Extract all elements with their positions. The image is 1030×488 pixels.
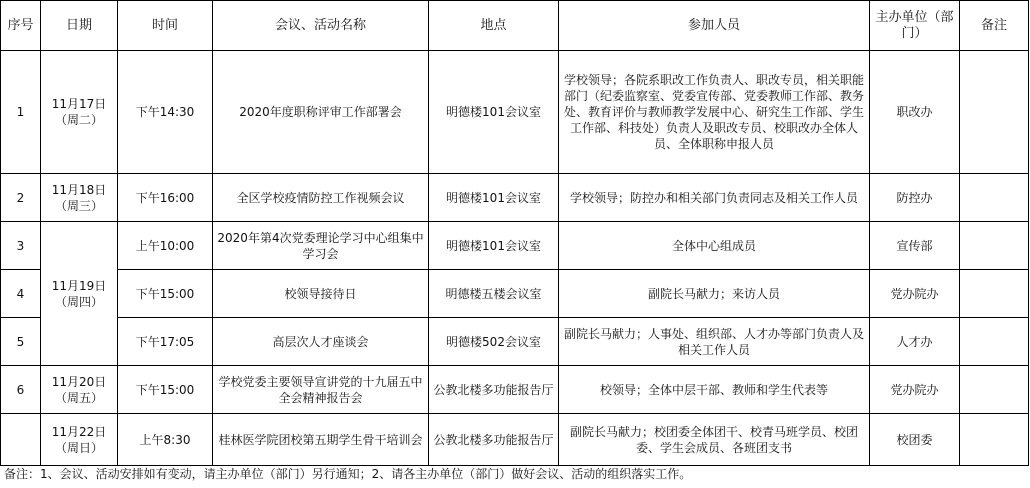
header-place: 地点	[429, 1, 559, 51]
cell-no	[1, 414, 41, 466]
cell-date	[41, 174, 118, 222]
cell-name: 高层次人才座谈会	[213, 318, 429, 366]
cell-place: 明德楼五楼会议室	[429, 270, 559, 318]
table-row	[1, 414, 1029, 466]
cell-note	[960, 51, 1029, 174]
cell-people: 校领导；全体中层干部、教师和学生代表等	[559, 366, 870, 414]
date-weekday: （周三）	[54, 198, 103, 213]
cell-no: 3	[1, 222, 41, 270]
cell-people: 学校领导；各院系职改工作负责人、职改专员，相关职能部门（纪委监察室、党委宣传部、党委教师工作部、教务处、教育评价与教师教学发展中心、研究生工作部、学生工作部、科技处）负责人及职改专员、校职改办全体人员、全体职称申报人员	[559, 51, 870, 174]
date-weekday: （周日）	[54, 440, 103, 455]
date-day: 11月17日	[51, 97, 107, 111]
cell-people: 副院长马献力；来访人员	[559, 270, 870, 318]
cell-time: 下午15:00	[118, 366, 213, 414]
header-name: 会议、活动名称	[213, 1, 429, 51]
cell-place: 明德楼101会议室	[429, 222, 559, 270]
cell-date	[41, 51, 118, 174]
cell-org: 校团委	[870, 414, 960, 466]
date-weekday: （周四）	[54, 294, 103, 309]
cell-no: 6	[1, 366, 41, 414]
cell-place: 公教北楼多功能报告厅	[429, 366, 559, 414]
cell-place: 明德楼101会议室	[429, 51, 559, 174]
table-row	[1, 318, 1029, 366]
cell-note	[960, 174, 1029, 222]
table-row	[1, 51, 1029, 174]
header-row	[1, 1, 1029, 51]
cell-name: 学校党委主要领导宣讲党的十九届五中全会精神报告会	[213, 366, 429, 414]
cell-name: 桂林医学院团校第五期学生骨干培训会	[213, 414, 429, 466]
cell-time: 上午10:00	[118, 222, 213, 270]
table-row	[1, 270, 1029, 318]
cell-note	[960, 366, 1029, 414]
cell-time: 上午8:30	[118, 414, 213, 466]
date-day: 11月19日	[51, 278, 107, 293]
cell-name: 2020年第4次党委理论学习中心组集中学习会	[213, 222, 429, 270]
table-row	[1, 222, 1029, 270]
cell-people: 副院长马献力；校团委全体团干、校青马班学员、校团委、学生会成员、各班团支书	[559, 414, 870, 466]
cell-no: 5	[1, 318, 41, 366]
cell-place: 明德楼502会议室	[429, 318, 559, 366]
cell-name: 全区学校疫情防控工作视频会议	[213, 174, 429, 222]
cell-org: 宣传部	[870, 222, 960, 270]
cell-people: 副院长马献力；人事处、组织部、人才办等部门负责人及相关工作人员	[559, 318, 870, 366]
header-people: 参加人员	[559, 1, 870, 51]
cell-org: 党办院办	[870, 366, 960, 414]
cell-org: 人才办	[870, 318, 960, 366]
cell-place: 明德楼101会议室	[429, 174, 559, 222]
header-note: 备注	[960, 1, 1029, 51]
cell-place: 公教北楼多功能报告厅	[429, 414, 559, 466]
cell-date	[41, 222, 118, 366]
cell-org: 职改办	[870, 51, 960, 174]
date-weekday: （周五）	[54, 390, 103, 405]
cell-note	[960, 414, 1029, 466]
table-row	[1, 366, 1029, 414]
header-time: 时间	[118, 1, 213, 51]
cell-note	[960, 270, 1029, 318]
date-weekday: （周二）	[54, 113, 103, 127]
table-row	[1, 174, 1029, 222]
date-day: 11月18日	[51, 182, 107, 197]
date-day: 11月20日	[51, 374, 107, 389]
cell-time: 下午15:00	[118, 270, 213, 318]
cell-no: 4	[1, 270, 41, 318]
cell-time: 下午14:30	[118, 51, 213, 174]
cell-no: 1	[1, 51, 41, 174]
footer-note: 备注：1、会议、活动安排如有变动，请主办单位（部门）另行通知；2、请各主办单位（部门）做好会议、活动的组织落实工作。	[4, 467, 692, 481]
cell-time: 下午16:00	[118, 174, 213, 222]
cell-org: 党办院办	[870, 270, 960, 318]
cell-people: 学校领导；防控办和相关部门负责同志及相关工作人员	[559, 174, 870, 222]
cell-no: 2	[1, 174, 41, 222]
cell-time: 下午17:05	[118, 318, 213, 366]
cell-org: 防控办	[870, 174, 960, 222]
cell-date	[41, 366, 118, 414]
cell-name: 2020年度职称评审工作部署会	[213, 51, 429, 174]
header-date: 日期	[41, 1, 118, 51]
cell-people: 全体中心组成员	[559, 222, 870, 270]
date-day: 11月22日	[51, 424, 107, 439]
header-org: 主办单位（部门）	[870, 1, 960, 51]
cell-note	[960, 222, 1029, 270]
cell-name: 校领导接待日	[213, 270, 429, 318]
cell-date	[41, 414, 118, 466]
header-no: 序号	[1, 1, 41, 51]
cell-note	[960, 318, 1029, 366]
